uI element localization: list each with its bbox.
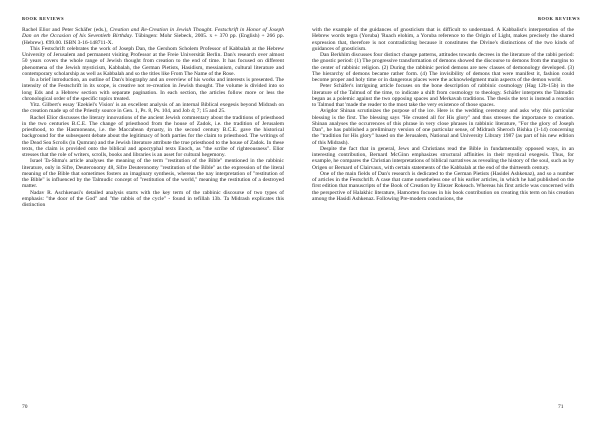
running-header-right: BOOK REVIEWS xyxy=(538,16,581,21)
paragraph: Dan Berkhim discusses four distinct change patterns, attitudes towards decrees in the literature of the rabbi period: the gnostic period: (1) The progressive transformation of demons showed the discourse to demons from the margins to the center of rabbinic religion. (2) During the rabbinic period demons are new classes of demonology developed. (3) The hierarchy of demons became rather form. (4) The invisibility of demons that were manifest it, fashion could become proper and holy time or in dangerous places were the acknowledgment main aspects of the demon world. xyxy=(312,52,574,83)
paragraph: Despite the fact that in general, Jews and Christians read the Bible in fundamentally opposed ways, in an interesting contribution, Bernard McGinn emphasizes structural affinities in their mystical exegesis. Thus, for example, he compares the Christian interpretations of biblical narratives as revealing the history of the soul, such as by Origen or Bernard of Clairvaux, with certain statements of the Kabbalah at the end of the thirteenth century. xyxy=(312,145,574,171)
paragraph: One of the main fields of Dan's research is dedicated to the German Pietists (Hasidei Ashkenaz), and so a number of articles in the Festschrift. A case that came nonetheless one of his earlier articles, in which he had published on the first edition that manuscripts of the Book of Creation by Eliezer Rokeach. Whereas his first article was concerned with the perspective of Halakhic literature, Hamorten focuses in his book contribution on creating this term on his creation among the Hasidi Ashkenaz. Following Pre-modern conclusions, the xyxy=(312,170,574,202)
running-header-left: BOOK REVIEWS xyxy=(22,16,65,21)
right-column xyxy=(312,27,574,202)
paragraph: Peter Schäfer's intriguing article focuses on the bone description of rabbinic cosmology (Hag 12b-15b) in the literature of the Talmud of the time, to indicate a shift from cosmology to theology. Schäfer interprets the Talmudic began as a polemic against the two opposing spaces and Merkavah traditions. The thesis the text is instead a reaction to Talmud that 'made the reader to the most take the very existence of those spaces. xyxy=(312,83,574,108)
paragraph: In a brief introduction, an outline of Dan's biography and an overview of his works and interests is presented. The intensity of the Festschrift in its scope, is creative not re-creation in Jewish thought. The volume is divided into so long Eds and a Hebrew section with separate pagination. In each section, the articles follow more or less the chronological order of the specific topics treated. xyxy=(22,77,284,102)
paragraph: This Festschrift celebrates the work of Joseph Dan, the Gershom Scholem Professor of Kabbalah at the Hebrew University of Jerusalem and permanent visiting Professor at the Freie Universität Berlin. Dan's research over almost 50 years covers the whole range of Jewish thought from creation to the end of time. It has focused on different phenomena of the Jewish mysticism, Kabbalah, the German Pietists, Hasidism, messianism, cultural literature and contemporary scholarship as well as Kabbalah and so the titles like From The Name of the Rose. xyxy=(22,45,284,77)
page-number-right: 71 xyxy=(558,404,564,410)
page-number-left: 70 xyxy=(22,404,28,410)
citation xyxy=(22,27,284,46)
citation-title: Creation and Re-Creation in Jewish Thought. Festschrift in Honor of Joseph Dan on the Occasion of his Seventieth Birthday. xyxy=(22,27,284,40)
left-column xyxy=(22,27,284,208)
paragraph: Rachel Elior discusses the literary innovations of the ancient Jewish commentary about the traditions of priesthood in the two centuries B.C.E. The change of priesthood from the house of Zadok, i.e. the tradition of Jerusalem priesthood, to the Hasmoneans, i.e. the Maccabean dynasty, in the second century B.C.E. gave the historical background for the subsequent debate about the legitimacy of both parties for the claim to priesthood. The writings of the Dead Sea Scrolls (in Qumran) and the Jewish literature attribute the true priesthood to the house of Zadok. In these texts, the claim is provided onto the biblical and apocryphal texts Enoch, as "the scribe of righteousness". Elior stresses that the role of writers, scrolls, books and libraries is an asset for cultural hegemony. xyxy=(22,114,284,158)
paragraph: with the example of the guidances of gnosticism that is difficult to understand. A Kabbalist's interpretation of the Hebrew words tegra (Yoruba) 'Ruach elohim, a Yoruba reference to the Origin of Light, makes precisely the shared expression that, therefore is not contradicting because it constitutes the Divine's distinctions of the two kinds of guidances of gnosticism. xyxy=(312,27,574,52)
paragraph: Yitz. Gilbert's essay 'Ezekiel's Vision' is an excellent analysis of an internal Biblical exegesis beyond Midrash on the creation made up of the Priestly source in Gen. 1, Ps. 8, Ps. 104, and Job 4; 7; 15 and 25. xyxy=(22,102,284,115)
citation-authors: Rachel Elior and Peter Schäfer (eds.), xyxy=(22,27,108,33)
citation-publisher: Tübingen: Mohr Siebeck, 2005. x + 370 pp. (English) + 266 pp. (Hebrew). €99.00. ISBN 3-16-148711-X. xyxy=(22,33,285,46)
paragraph: Nadav R. Aschkenasi's detailed analysis starts with the key term of the rabbinic discourse of two types of emphasis: "the door of the God" and "the rabbis of the cycle" - found in tefillah 13b. Ta Midrash explicates this distinction xyxy=(22,189,284,208)
paragraph: Israel Ta-Shma's article analyses the meaning of the term "restitution of the Bible" mentioned in the rabbinic literature, only in Sifre, Deuteronomy 48, Sifre Deuteronomy "restitution of the Bible" as the expression of the literal meaning of the Bible that sometimes fosters an imaginary synthesis, whereas the nay interpretation of "restitution of the Bible" is influenced by the Talmudic concept of "restitution of the world," meaning the restitution of a destroyed matter. xyxy=(22,158,284,190)
paragraph: Avigdor Shinan scrutinizes the purpose of the ice. Here is the wedding ceremony and asks why this particular blessing is the first. The blessing says "He created all for His glory" and thus stresses the importance to creation. Shinan analyses the occurrences of this phrase in very close phrases in rabbinic literature, "For the glory of Joseph Dan", he has published a preliminary version of one particular sense, of Midrash Sheroch Bishka (1-14) concerning the "tradition for His glory" based on the Jerusalem, National and University Library 1987 (as part of his new edition of this Midrash). xyxy=(312,108,574,146)
